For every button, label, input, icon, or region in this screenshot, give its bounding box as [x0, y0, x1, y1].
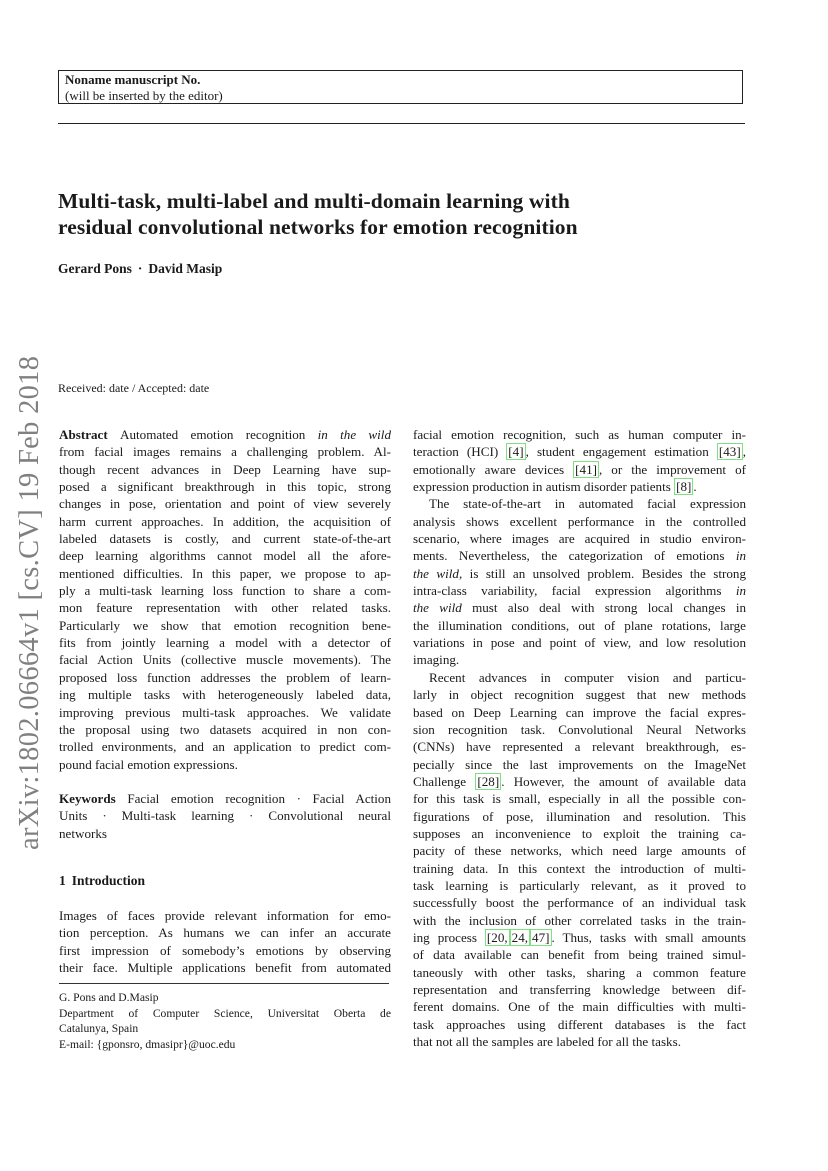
- text-line: [59, 582, 391, 599]
- text-line: [413, 651, 746, 668]
- emphasis-text: the wild: [413, 600, 462, 616]
- text-segment: of data available can benefit from being trained simul-: [413, 947, 746, 963]
- text-line: [59, 686, 391, 703]
- text-line: [413, 582, 746, 599]
- text-line: [413, 808, 746, 825]
- text-line: [413, 964, 746, 981]
- text-line: [413, 547, 746, 564]
- text-line: [413, 877, 746, 894]
- text-segment: sion recognition task. Convolutional Neural Networks: [413, 721, 746, 737]
- text-segment: proposed loss function addresses the problem of learn-: [59, 669, 391, 685]
- text-line: [59, 942, 391, 959]
- text-segment: from facial images remains a challenging problem. Al-: [59, 444, 391, 460]
- text-segment: (CNNs) have represented a relevant breakthrough, es-: [413, 739, 746, 755]
- text-segment: Recent advances in computer vision and particu-: [429, 669, 746, 685]
- text-line: [59, 738, 391, 755]
- text-segment: fits from jointly learning a model with a detector of: [59, 635, 391, 651]
- text-segment: scenario, where images are acquired in studio environ-: [413, 531, 746, 547]
- text-line: [413, 461, 746, 478]
- text-line: [59, 495, 391, 512]
- header-rule: [58, 123, 745, 124]
- text-segment: Particularly we show that emotion recognition bene-: [59, 617, 391, 633]
- text-segment: ferent domains. One of the main difficulties with multi-: [413, 999, 746, 1015]
- text-segment: changes in pose, orientation and point of view severely: [59, 496, 391, 512]
- title-line-2: residual convolutional networks for emotion recognition: [58, 215, 578, 239]
- text-segment: imaging.: [413, 652, 460, 668]
- text-line: [413, 478, 746, 495]
- text-line: [59, 907, 391, 924]
- citation-link[interactable]: 24,: [511, 929, 529, 945]
- text-segment: pound facial emotion expressions.: [59, 756, 238, 772]
- text-segment: with the inclusion of other correlated tasks in the train-: [413, 912, 746, 928]
- text-line: [413, 721, 746, 738]
- footnote-rule: [59, 983, 389, 984]
- section-heading-introduction: [59, 873, 145, 889]
- arxiv-identifier[interactable]: arXiv:1802.06664v1 [cs.CV] 19 Feb 2018: [14, 355, 45, 850]
- text-segment: posed a significant breakthrough in this topic, strong: [59, 479, 391, 495]
- abstract: [59, 426, 391, 773]
- text-segment: analysis shows excellent performance in the controlled: [413, 513, 746, 529]
- text-segment: task learning is particularly relevant, as it proved to: [413, 877, 746, 893]
- text-segment: successfully boost the performance of an individual task: [413, 895, 746, 911]
- text-segment: representation and transferring knowledge between dif-: [413, 982, 746, 997]
- text-line: [59, 547, 391, 564]
- text-line: [413, 704, 746, 721]
- text-segment: that not all the samples are labeled for all the tasks.: [413, 1034, 681, 1050]
- emphasis-text: in: [735, 548, 746, 564]
- text-line: Abstract Automated emotion recognition in the wild: [59, 427, 391, 442]
- text-segment: for this task is small, especially in all the possible con-: [413, 791, 746, 807]
- text-segment: though recent advances in Deep Learning have sup-: [59, 461, 391, 477]
- author-list: [58, 261, 222, 277]
- text-line: [413, 634, 746, 651]
- text-line: [59, 565, 391, 582]
- text-segment: Challenge: [413, 773, 476, 789]
- text-segment: The state-of-the-art in automated facial expression: [429, 496, 746, 512]
- text-segment: labeled datasets is costly, and current state-of-the-art: [59, 531, 391, 547]
- author-name: Gerard Pons: [58, 261, 132, 276]
- text-line: [413, 860, 746, 877]
- text-line: [413, 599, 746, 616]
- text-line: [413, 912, 746, 929]
- text-line: [59, 599, 391, 616]
- text-line: [413, 998, 746, 1015]
- text-segment: the illumination conditions, out of plane rotations, large: [413, 617, 746, 633]
- keywords-text: networks: [59, 825, 108, 841]
- emphasis-text: the wild: [413, 565, 459, 581]
- footnote-email[interactable]: E-mail: {gponsro, dmasipr}@uoc.edu: [59, 1037, 236, 1051]
- text-segment: mon feature representation with other related tasks.: [59, 600, 391, 616]
- text-line: [413, 773, 746, 790]
- author-separator: ·: [137, 261, 143, 276]
- footnote-affiliation: Catalunya, Spain: [59, 1022, 139, 1035]
- text-line: [59, 513, 391, 530]
- text-segment: figurations of pose, illumination and resolution. This: [413, 808, 746, 824]
- text-line: [413, 530, 746, 547]
- footnote-affiliation: Department of Computer Science, Universitat Oberta de: [59, 1006, 391, 1020]
- text-segment: first impression of somebody’s emotions by observing: [59, 942, 391, 958]
- text-line: [413, 617, 746, 634]
- text-line: [59, 530, 391, 547]
- text-segment: intra-class variability, facial expression algorithms: [413, 583, 736, 599]
- text-line: [413, 825, 746, 842]
- text-line: [413, 565, 746, 582]
- manuscript-header-box: [58, 70, 743, 104]
- text-segment: ing process: [413, 929, 485, 945]
- text-segment: .: [693, 479, 697, 495]
- text-line: [413, 929, 746, 946]
- citation-link[interactable]: [4]: [508, 444, 524, 460]
- emphasis-text: in: [735, 583, 746, 599]
- text-segment: teraction (HCI): [413, 444, 507, 460]
- text-line: [59, 461, 391, 478]
- manuscript-number-label: Noname manuscript No.: [65, 72, 201, 87]
- text-segment: larly in object recognition suggest that new methods: [413, 687, 746, 703]
- citation-link[interactable]: [20,: [486, 929, 508, 945]
- keywords-label: Keywords: [59, 790, 116, 806]
- text-line: [59, 924, 391, 941]
- text-line: [413, 686, 746, 703]
- author-name: David Masip: [148, 261, 223, 276]
- text-segment: facial emotion recognition, such as human computer in-: [413, 427, 746, 442]
- text-segment: must also deal with strong local changes in: [461, 600, 746, 616]
- text-line: [59, 959, 391, 976]
- paper-title: [58, 188, 748, 240]
- text-segment: training data. In this context the introduction of multi-: [413, 860, 746, 876]
- text-segment: . However, the amount of available data: [501, 773, 746, 789]
- text-segment: supposes an inconvenience to exploit the training ca-: [413, 825, 746, 841]
- text-line: [413, 513, 746, 530]
- text-line: [59, 721, 391, 738]
- text-segment: pacity of these networks, which need large amounts of: [413, 843, 746, 859]
- text-line: [413, 790, 746, 807]
- text-line: [59, 443, 391, 460]
- text-line: [413, 842, 746, 859]
- right-column: [413, 426, 746, 1050]
- citation-link[interactable]: [43]: [718, 444, 741, 460]
- text-segment: taneously with other tasks, sharing a common feature: [413, 964, 746, 980]
- text-line: [413, 495, 746, 512]
- text-line: [413, 894, 746, 911]
- text-segment: improving previous multi-task approaches. We validate: [59, 704, 391, 720]
- text-segment: ,: [742, 444, 746, 460]
- text-line: [413, 756, 746, 773]
- text-segment: pecially since the last improvements on the ImageNet: [413, 756, 746, 772]
- text-line: [413, 946, 746, 963]
- left-column: [59, 426, 391, 842]
- text-line: [59, 634, 391, 651]
- text-segment: their face. Multiple applications benefit from automated: [59, 960, 391, 976]
- text-segment: based on Deep Learning can improve the facial expres-: [413, 704, 746, 720]
- text-line: [413, 443, 746, 460]
- text-segment: ing multiple tasks with heterogeneously labeled data,: [59, 687, 391, 703]
- section-number: 1: [59, 873, 66, 888]
- keywords-text: Facial emotion recognition · Facial Action: [127, 790, 391, 806]
- text-segment: , or the improvement of: [598, 461, 746, 477]
- text-line: [59, 617, 391, 634]
- text-segment: facial Action Units (collective muscle movements). The: [59, 652, 391, 668]
- text-segment: Images of faces provide relevant information for emo-: [59, 908, 391, 923]
- text-segment: , is still an unsolved problem. Besides the strong: [458, 565, 747, 581]
- text-line: [413, 669, 746, 686]
- citation-link[interactable]: [28]: [477, 773, 500, 789]
- keywords-text: Units · Multi-task learning · Convolutional neural: [59, 808, 391, 824]
- text-line: [59, 651, 391, 668]
- text-segment: emotionally aware devices: [413, 461, 574, 477]
- editor-note: (will be inserted by the editor): [65, 88, 223, 103]
- intro-paragraph: [59, 907, 391, 976]
- text-segment: mentioned difficulties. In this paper, we propose to ap-: [59, 565, 391, 581]
- citation-link[interactable]: [8]: [676, 479, 692, 495]
- text-segment: , student engagement estimation: [525, 444, 717, 460]
- text-segment: deep learning algorithms cannot model all the afore-: [59, 548, 391, 564]
- received-date: Received: date / Accepted: date: [58, 381, 210, 395]
- abstract-label: Abstract: [59, 427, 121, 442]
- title-line-1: Multi-task, multi-label and multi-domain learning with: [58, 189, 570, 213]
- text-segment: trolled environments, and an application to predict com-: [59, 739, 391, 755]
- text-segment: harm current approaches. In addition, the acquisition of: [59, 513, 391, 529]
- text-line: [59, 478, 391, 495]
- text-segment: . Thus, tasks with small amounts: [551, 929, 746, 945]
- text-line: [59, 669, 391, 686]
- text-line: [413, 1033, 746, 1050]
- text-segment: variations in pose and point of view, and low resolution: [413, 635, 746, 651]
- text-line: [413, 738, 746, 755]
- text-segment: ply a multi-task learning loss function to share a com-: [59, 583, 391, 599]
- text-line: [413, 426, 746, 443]
- citation-link[interactable]: [41]: [575, 461, 597, 477]
- keywords: [59, 790, 391, 842]
- text-segment: the proposal using two datasets acquired in non con-: [59, 721, 391, 737]
- text-line: [413, 1016, 746, 1033]
- author-footnote: [59, 990, 391, 1052]
- section-title: Introduction: [71, 873, 146, 888]
- text-segment: ments. Nevertheless, the categorization of emotions: [413, 548, 736, 564]
- text-segment: expression production in autism disorder patients: [413, 479, 675, 495]
- text-line: [413, 981, 746, 998]
- footnote-authors: G. Pons and D.Masip: [59, 991, 159, 1004]
- text-segment: tion perception. As humans we can infer an accurate: [59, 925, 391, 941]
- citation-link[interactable]: 47]: [532, 929, 550, 945]
- text-line: [59, 704, 391, 721]
- text-line: [59, 756, 391, 773]
- text-segment: task approaches using different databases is the fact: [413, 1016, 746, 1032]
